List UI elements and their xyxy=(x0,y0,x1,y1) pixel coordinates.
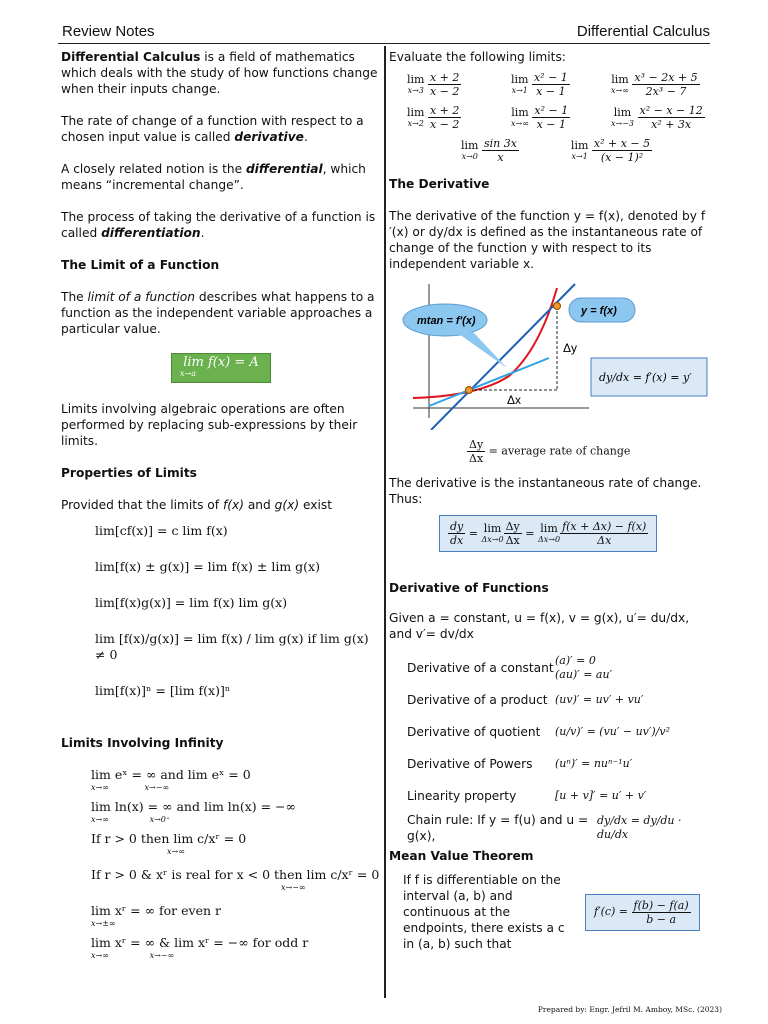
differentiation-paragraph: The process of taking the derivative of a function is called differentiation. xyxy=(61,210,376,240)
limit-definition-box: lim f(x) = A x→a xyxy=(171,353,271,383)
ratio-label: dy/dx = f′(x) = y′ xyxy=(599,371,692,384)
rule-powers: Derivative of Powers (uⁿ)′ = nuⁿ⁻¹u′ xyxy=(407,757,633,771)
tangent-line xyxy=(429,358,549,406)
infinity-neg-power: If r > 0 & xʳ is real for x < 0 then lim c/xʳ = 0 x→−∞ xyxy=(91,867,380,892)
derivative-graph xyxy=(389,280,709,430)
properties-heading: Properties of Limits xyxy=(61,466,197,480)
infinity-odd: lim xʳ = ∞ & lim xʳ = −∞ for odd r x→∞ x→−∞ xyxy=(91,935,309,960)
given-paragraph: Given a = constant, u = f(x), v = g(x), u′= du/dx, and v′= dv/dx xyxy=(389,611,690,641)
rule-linearity: Linearity property [u + v]′ = u′ + v′ xyxy=(407,789,647,803)
infinity-heading: Limits Involving Infinity xyxy=(61,736,224,750)
page-header xyxy=(58,22,710,44)
property-scalar: lim[cf(x)] = c lim f(x) xyxy=(95,523,228,538)
infinity-exp: lim eˣ = ∞ and lim eˣ = 0 x→∞ x→−∞ xyxy=(91,767,251,792)
limit-properties xyxy=(61,523,381,731)
infinity-ln: lim ln(x) = ∞ and lim ln(x) = −∞ x→∞ x→0⁺ xyxy=(91,799,296,824)
rule-quotient: Derivative of quotient (u/v)′ = (vu′ − uv′)/v² xyxy=(407,725,671,739)
mvt-heading: Mean Value Theorem xyxy=(389,849,534,863)
point-x xyxy=(466,387,473,394)
rule-constant: Derivative of a constant (a)′ = 0 (au)′ = au′ xyxy=(407,654,613,681)
limit-heading: The Limit of a Function xyxy=(61,258,220,272)
differential-paragraph: A closely related notion is the differential, which means “incremental change”. xyxy=(61,162,366,192)
limit-exercises xyxy=(407,71,709,131)
infinity-even: lim xʳ = ∞ for even r x→±∞ xyxy=(91,903,221,928)
exercise-limit: lim x→2 $\frac{x + 2}{x - 2}$ xyxy=(407,104,460,131)
instantaneous-formula: $\frac{dy}{dx}$ = lim Δx→0 $\frac{\Delta y}{\Delta x}$ = lim Δx→0 $\frac{f(x + \Delta x) - f(x)}{\Delta x}$ xyxy=(439,515,657,552)
average-rate: $\frac{\Delta y}{\Delta x}$ = average rate of change xyxy=(469,438,631,465)
derivative-functions-heading: Derivative of Functions xyxy=(389,581,549,595)
mvt-formula: f′(c) = $\frac{f(b) - f(a)}{b - a}$ xyxy=(585,894,700,931)
derivative-paragraph: The rate of change of a function with respect to a chosen input value is called derivative. xyxy=(61,114,364,144)
derivative-rules xyxy=(407,652,709,844)
algebraic-paragraph: Limits involving algebraic operations are often performed by replacing sub-expressions by their limits. xyxy=(61,402,358,448)
limit-exercises-row xyxy=(461,137,709,164)
derivative-heading: The Derivative xyxy=(389,177,490,191)
left-column xyxy=(61,49,381,967)
limit-paragraph: The limit of a function describes what happens to a function as the independent variable approaches a particular value. xyxy=(61,290,375,336)
evaluate-label: Evaluate the following limits: xyxy=(389,50,566,64)
properties-intro: Provided that the limits of f(x) and g(x) exist xyxy=(61,498,332,512)
exercise-limit: lim x→∞ $\frac{\text{x³ − 2x + 5}}{\text{2x³ − 7}}$ xyxy=(611,71,698,98)
mtan-bubble-tail xyxy=(459,332,507,368)
property-power: lim[f(x)]ⁿ = [lim f(x)]ⁿ xyxy=(95,683,231,698)
column-divider xyxy=(384,46,386,998)
exercise-limit: lim x→3 $\frac{x + 2}{x - 2}$ xyxy=(407,71,460,98)
mtan-label: mtan = f′(x) xyxy=(417,315,476,327)
property-product: lim[f(x)g(x)] = lim f(x) lim g(x) xyxy=(95,595,288,610)
exercise-limit: lim x→0 $\frac{\sin 3x}{x}$ xyxy=(461,137,517,164)
instantaneous-paragraph: The derivative is the instantaneous rate of change. Thus: xyxy=(389,476,702,506)
point-x-dx xyxy=(554,303,561,310)
rule-chain: Chain rule: If y = f(u) and u = g(x), dy/dx = dy/du · du/dx xyxy=(407,813,682,843)
derivative-definition: The derivative of the function y = f(x), denoted by f ′(x) or dy/dx is defined as the instantaneous rate of change of the function y with respect to its independent variable x. xyxy=(389,209,706,271)
intro-paragraph: Differential Calculus is a field of mathematics which deals with the study of how functions change when their inputs change. xyxy=(61,50,378,96)
exercise-limit: lim x→−3 $\frac{\text{x² − x − 12}}{\text{x² + 3x}}$ xyxy=(611,104,703,131)
exercise-limit: lim x→∞ $\frac{\text{x² − 1}}{x - 1}$ xyxy=(511,104,569,131)
footer-credit: Prepared by: Engr. Jefril M. Amboy, MSc. (2023) xyxy=(537,1005,722,1014)
mvt-text: If f is differentiable on the interval (a, b) and continuous at the endpoints, there exists a c in (a, b) such that xyxy=(403,873,565,951)
property-sum: lim[f(x) ± g(x)] = lim f(x) ± lim g(x) xyxy=(95,559,320,574)
right-column xyxy=(389,49,709,952)
header-left: Review Notes xyxy=(62,23,155,40)
instantaneous-formula-wrap xyxy=(439,515,709,552)
property-quotient: lim [f(x)/g(x)] = lim f(x) / lim g(x) if lim g(x) ≠ 0 xyxy=(95,631,369,662)
delta-y-label: Δy xyxy=(563,341,578,355)
exercise-limit: lim x→1 $\frac{\text{x² − 1}}{x - 1}$ xyxy=(511,71,568,98)
rule-product: Derivative of a product (uv)′ = uv′ + vu′ xyxy=(407,693,644,707)
header-right: Differential Calculus xyxy=(576,23,710,40)
yfx-label: y = f(x) xyxy=(581,305,617,317)
exercise-limit: lim x→1 $\frac{\text{x² + x − 5}}{\text{(x − 1)²}}$ xyxy=(570,137,651,164)
delta-x-label: Δx xyxy=(507,393,522,407)
infinity-limits xyxy=(59,767,381,967)
infinity-power: If r > 0 then lim c/xʳ = 0 x→∞ xyxy=(91,831,247,856)
mvt-section xyxy=(403,872,709,952)
